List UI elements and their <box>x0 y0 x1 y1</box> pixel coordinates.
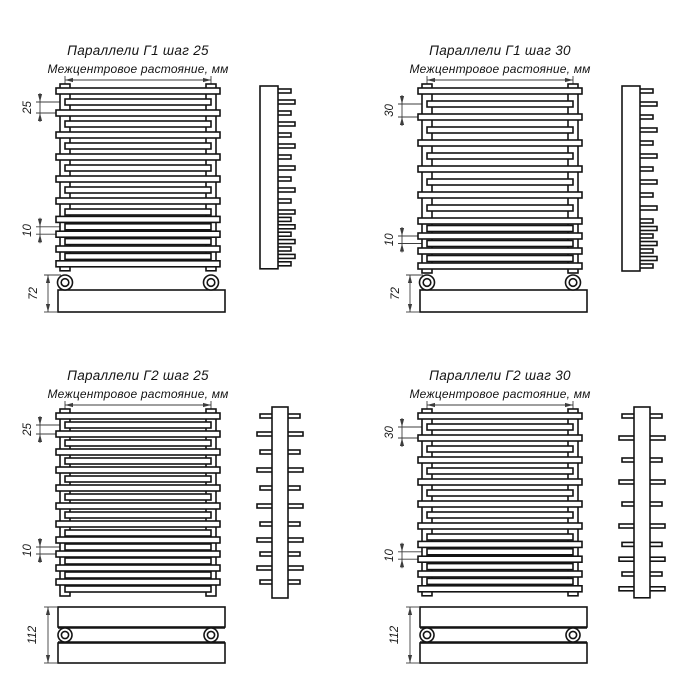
tube-tooth-right <box>276 225 295 229</box>
tube-bar-long <box>56 551 220 557</box>
center-distance-dimension <box>65 401 211 412</box>
tube-bar-long <box>56 231 220 237</box>
tube-bar-short <box>427 512 573 518</box>
tube-bar-long <box>418 263 582 269</box>
manifold-height-value: 112 <box>27 625 39 645</box>
tube-bar-long <box>56 467 220 473</box>
drawing-g2-step25 <box>20 355 360 690</box>
tube-tooth-right <box>638 242 657 246</box>
bottom-view <box>58 275 226 312</box>
tube-bar-short <box>65 143 211 149</box>
center-distance-dimension <box>427 76 573 87</box>
tube-bar-short <box>65 476 211 482</box>
step-dimension-values <box>384 104 396 247</box>
tube-bar-long <box>56 537 220 543</box>
panel-title: Параллели Г1 шаг 25 <box>67 43 209 58</box>
manifold-height-value: 112 <box>389 625 401 645</box>
drawing-g1-step30 <box>382 30 700 365</box>
panel-title: Параллели Г2 шаг 30 <box>429 368 571 383</box>
fitting-inner <box>569 631 576 638</box>
tube-bar-long <box>418 140 582 146</box>
panel-g1-step30 <box>382 30 700 365</box>
tube-bar-long <box>56 521 220 527</box>
panel-g1-step25 <box>20 30 360 365</box>
dimension-arrow <box>427 78 435 82</box>
step-value: 30 <box>384 426 396 439</box>
tube-bar-long <box>56 216 220 222</box>
step-value: 30 <box>384 104 396 117</box>
tube-bar-long <box>418 248 582 254</box>
tube-bar-long <box>418 233 582 239</box>
tube-bar-short <box>65 422 211 428</box>
center-distance-dimension <box>427 401 573 412</box>
step-dimension-values <box>22 101 34 237</box>
tube-bar-long <box>418 114 582 120</box>
center-distance-label: Межцентровое растояние, мм <box>409 62 591 76</box>
tube-bar-long <box>418 166 582 172</box>
dimension-arrow <box>203 78 211 82</box>
tube-bar-short <box>65 440 211 446</box>
tube-bar-short <box>65 512 211 518</box>
tube-bar-short <box>427 490 573 496</box>
dimension-arrow <box>65 403 73 407</box>
tube-bar-long <box>418 586 582 592</box>
tube-tooth-right <box>638 180 657 184</box>
tube-bar-long <box>56 88 220 94</box>
fitting-inner <box>423 279 431 287</box>
tube-bar-long <box>418 192 582 198</box>
dimension-arrow <box>408 304 412 312</box>
tube-bar-long <box>56 198 220 204</box>
tube-bar-short <box>65 530 211 536</box>
tube-tooth-right <box>638 102 657 106</box>
tube-bar-short <box>427 241 573 247</box>
tube-bar-long <box>418 457 582 463</box>
tube-bar-short <box>427 256 573 262</box>
dimension-arrow <box>400 117 404 125</box>
drawing-g1-step25 <box>20 30 360 365</box>
tube-bar-short <box>427 468 573 474</box>
dimension-arrow <box>565 78 573 82</box>
manifold-height-value: 72 <box>390 287 402 300</box>
tube-bar-short <box>65 544 211 550</box>
side-view <box>619 407 665 598</box>
tube-bar-long <box>418 523 582 529</box>
tube-bar-long <box>56 110 220 116</box>
step-dimension-values <box>22 423 34 557</box>
step-dimension-values <box>384 426 396 562</box>
dimension-arrow <box>46 655 50 663</box>
tube-bar-long <box>418 218 582 224</box>
dimension-arrow <box>46 275 50 283</box>
tube-bar-short <box>65 494 211 500</box>
side-view <box>622 86 657 271</box>
tube-bar-short <box>65 121 211 127</box>
tube-bar-short <box>65 458 211 464</box>
dimension-arrow <box>65 78 73 82</box>
dimension-arrow <box>46 304 50 312</box>
dimension-arrow <box>203 403 211 407</box>
tube-bar-long <box>56 246 220 252</box>
lower-step-value: 10 <box>22 544 34 557</box>
tube-bar-long <box>56 154 220 160</box>
tube-bar-long <box>56 579 220 585</box>
tube-bar-long <box>56 485 220 491</box>
tube-tooth-right <box>276 122 295 126</box>
side-collector-rail <box>260 86 278 269</box>
dimension-arrow <box>38 234 42 242</box>
step-value: 25 <box>22 101 34 114</box>
manifold-dimension <box>389 607 420 663</box>
fitting-inner <box>207 631 214 638</box>
manifold-dimension <box>390 275 423 312</box>
tube-bar-long <box>56 176 220 182</box>
dimension-arrow <box>565 403 573 407</box>
dimension-arrow <box>400 438 404 446</box>
dimension-arrow <box>400 96 404 104</box>
dimension-arrow <box>38 94 42 102</box>
tube-bar-short <box>65 187 211 193</box>
tube-bar-short <box>65 586 211 592</box>
center-distance-dimension <box>65 76 211 87</box>
step-value: 25 <box>22 423 34 436</box>
panel-title: Параллели Г2 шаг 25 <box>67 368 209 383</box>
tube-bar-short <box>427 446 573 452</box>
fitting-inner <box>61 631 68 638</box>
tube-tooth-right <box>638 257 657 261</box>
tube-bar-long <box>418 88 582 94</box>
center-distance-label: Межцентровое растояние, мм <box>409 387 591 401</box>
tube-tooth-right <box>276 210 295 214</box>
tube-bar-short <box>65 253 211 259</box>
tube-bar-short <box>65 558 211 564</box>
dimension-arrow <box>408 607 412 615</box>
tube-bar-short <box>65 239 211 245</box>
tube-bar-short <box>427 564 573 570</box>
dimension-arrow <box>408 655 412 663</box>
dimension-arrow <box>427 403 435 407</box>
dimension-arrow <box>408 275 412 283</box>
tube-tooth-right <box>638 227 657 231</box>
tube-bar-short <box>65 224 211 230</box>
tube-tooth-right <box>276 166 295 170</box>
front-view <box>418 409 582 596</box>
dimension-arrow <box>400 559 404 567</box>
dimension-arrow <box>38 539 42 547</box>
bottom-view <box>420 607 587 663</box>
manifold-dimension <box>27 607 58 663</box>
center-distance-label: Межцентровое растояние, мм <box>47 62 229 76</box>
front-view <box>56 84 220 271</box>
manifold-body-bottom <box>58 643 225 663</box>
tube-tooth-right <box>276 100 295 104</box>
fitting-inner <box>423 631 430 638</box>
tube-bar-short <box>427 101 573 107</box>
tube-bar-short <box>427 205 573 211</box>
bottom-view <box>420 275 588 312</box>
tube-bar-short <box>65 99 211 105</box>
fitting-inner <box>61 279 69 287</box>
side-view <box>260 86 295 269</box>
tube-tooth-right <box>638 206 657 210</box>
tube-bar-long <box>418 413 582 419</box>
manifold-dimension <box>28 275 61 312</box>
tube-bar-long <box>56 449 220 455</box>
manifold-body-bottom <box>420 643 587 663</box>
dimension-arrow <box>400 244 404 252</box>
tube-bar-short <box>65 165 211 171</box>
tube-bar-long <box>418 541 582 547</box>
panel-g2-step25 <box>20 355 360 690</box>
tube-bar-long <box>56 431 220 437</box>
fitting-inner <box>569 279 577 287</box>
manifold-height-value: 72 <box>28 287 40 300</box>
dimension-arrow <box>38 219 42 227</box>
tube-bar-long <box>418 556 582 562</box>
tube-tooth-right <box>276 144 295 148</box>
tube-tooth-right <box>638 128 657 132</box>
manifold-body <box>420 290 587 312</box>
tube-bar-short <box>427 153 573 159</box>
dimension-arrow <box>400 544 404 552</box>
tube-bar-short <box>65 209 211 215</box>
bottom-view <box>58 607 225 663</box>
side-view <box>257 407 303 598</box>
center-distance-label: Межцентровое растояние, мм <box>47 387 229 401</box>
tube-bar-short <box>427 424 573 430</box>
tube-bar-long <box>418 479 582 485</box>
side-collector-rail <box>634 407 650 598</box>
dimension-arrow <box>38 554 42 562</box>
dimension-arrow <box>400 228 404 236</box>
tube-tooth-right <box>638 154 657 158</box>
dimension-arrow <box>46 607 50 615</box>
side-collector-rail <box>272 407 288 598</box>
tube-bar-long <box>56 503 220 509</box>
front-view <box>418 84 582 273</box>
tube-bar-short <box>427 549 573 555</box>
front-view <box>56 409 220 596</box>
dimension-arrow <box>400 419 404 427</box>
drawing-g2-step30 <box>382 355 700 690</box>
tube-bar-short <box>65 572 211 578</box>
dimension-arrow <box>38 434 42 442</box>
dimension-arrow <box>38 417 42 425</box>
tube-bar-short <box>427 179 573 185</box>
tube-bar-long <box>418 571 582 577</box>
fitting-inner <box>207 279 215 287</box>
tube-bar-short <box>427 127 573 133</box>
tube-tooth-right <box>276 254 295 258</box>
lower-step-value: 10 <box>22 224 34 237</box>
tube-bar-long <box>56 261 220 267</box>
tube-bar-short <box>427 578 573 584</box>
tube-bar-long <box>418 501 582 507</box>
panel-title: Параллели Г1 шаг 30 <box>429 43 571 58</box>
side-collector-rail <box>622 86 640 271</box>
panel-g2-step30 <box>382 355 700 690</box>
manifold-body-top <box>58 607 225 627</box>
manifold-body-top <box>420 607 587 627</box>
tube-bar-short <box>427 226 573 232</box>
tube-tooth-right <box>276 240 295 244</box>
dimension-arrow <box>38 113 42 121</box>
tube-bar-long <box>56 565 220 571</box>
manifold-body <box>58 290 225 312</box>
tube-bar-short <box>427 534 573 540</box>
tube-bar-long <box>418 435 582 441</box>
tube-bar-long <box>56 413 220 419</box>
lower-step-value: 10 <box>384 549 396 562</box>
tube-bar-long <box>56 132 220 138</box>
lower-step-value: 10 <box>384 233 396 247</box>
tube-tooth-right <box>276 188 295 192</box>
